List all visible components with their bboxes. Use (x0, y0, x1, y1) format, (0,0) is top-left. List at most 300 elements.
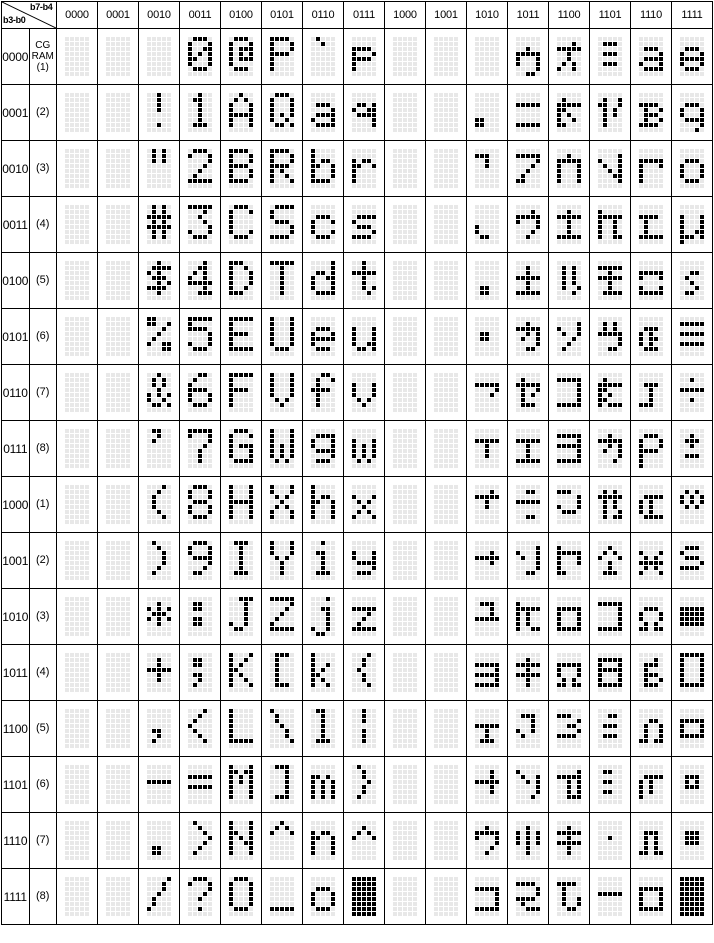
cgram-label-cell: (7) (29, 813, 57, 869)
glyph-cell-0111-1001 (344, 533, 385, 589)
glyph-cell-1111-0010 (672, 141, 713, 197)
glyph-cell-1000-0011 (385, 197, 426, 253)
glyph-bitmap (549, 477, 589, 532)
glyph-bitmap (467, 757, 507, 812)
glyph-cell-0011-0001 (180, 85, 221, 141)
row-header-0110: 0110 (2, 365, 30, 421)
glyph-bitmap (303, 141, 343, 196)
glyph-bitmap (631, 141, 671, 196)
glyph-bitmap (221, 421, 261, 476)
glyph-bitmap (508, 813, 548, 868)
row-header-1110: 1110 (2, 813, 30, 869)
glyph-bitmap (180, 589, 220, 644)
glyph-cell-1100-1110 (549, 813, 590, 869)
glyph-blank (385, 533, 425, 588)
glyph-cell-1101-1110 (590, 813, 631, 869)
column-header-0011: 0011 (180, 2, 221, 29)
glyph-cell-0001-0101 (98, 309, 139, 365)
axis-label-high-bits: b7-b4 (30, 2, 53, 12)
glyph-blank (426, 533, 466, 588)
glyph-blank (426, 421, 466, 476)
glyph-bitmap (467, 29, 507, 84)
glyph-bitmap (631, 365, 671, 420)
glyph-bitmap (467, 645, 507, 700)
glyph-cell-1000-0111 (385, 421, 426, 477)
glyph-bitmap (467, 533, 507, 588)
glyph-bitmap (303, 813, 343, 868)
glyph-bitmap (180, 533, 220, 588)
table-row (2, 29, 713, 85)
glyph-cell-1100-0101 (549, 309, 590, 365)
glyph-cell-0001-0001 (98, 85, 139, 141)
glyph-cell-1001-1100 (426, 701, 467, 757)
glyph-cell-0010-1110 (139, 813, 180, 869)
glyph-bitmap (262, 141, 302, 196)
glyph-bitmap (139, 253, 179, 308)
glyph-cell-1110-1010 (631, 589, 672, 645)
table-row (2, 813, 713, 869)
glyph-cell-1110-1100 (631, 701, 672, 757)
glyph-bitmap (590, 253, 630, 308)
glyph-bitmap (467, 477, 507, 532)
glyph-cell-1010-0010 (467, 141, 508, 197)
glyph-bitmap (549, 253, 589, 308)
table-row (2, 253, 713, 309)
table-header-row (2, 2, 713, 29)
cgram-label-line-2: RAM (31, 51, 54, 62)
glyph-blank (385, 141, 425, 196)
glyph-cell-1001-0010 (426, 141, 467, 197)
glyph-cell-0001-0110 (98, 365, 139, 421)
glyph-bitmap (590, 141, 630, 196)
glyph-cell-0010-0110 (139, 365, 180, 421)
glyph-cell-0111-1011 (344, 645, 385, 701)
glyph-bitmap (139, 309, 179, 364)
glyph-cell-0111-1100 (344, 701, 385, 757)
glyph-blank (426, 477, 466, 532)
glyph-bitmap (344, 869, 384, 924)
glyph-cell-1011-0010 (508, 141, 549, 197)
glyph-blank (98, 701, 138, 756)
glyph-bitmap (139, 645, 179, 700)
glyph-cell-1000-1001 (385, 533, 426, 589)
glyph-bitmap (508, 253, 548, 308)
glyph-cell-0100-0000 (221, 29, 262, 85)
glyph-bitmap (549, 701, 589, 756)
glyph-bitmap (180, 197, 220, 252)
column-header-0000: 0000 (57, 2, 98, 29)
glyph-cell-0001-1110 (98, 813, 139, 869)
glyph-cell-0100-0101 (221, 309, 262, 365)
table-row (2, 141, 713, 197)
table-row (2, 589, 713, 645)
glyph-cell-1111-0111 (672, 421, 713, 477)
glyph-cell-1010-1011 (467, 645, 508, 701)
glyph-cell-1101-1011 (590, 645, 631, 701)
glyph-cell-0001-0111 (98, 421, 139, 477)
glyph-cell-0110-0011 (303, 197, 344, 253)
glyph-cell-1011-1000 (508, 477, 549, 533)
glyph-bitmap (303, 309, 343, 364)
glyph-bitmap (139, 141, 179, 196)
glyph-cell-0011-1011 (180, 645, 221, 701)
glyph-bitmap (508, 85, 548, 140)
glyph-cell-0011-0110 (180, 365, 221, 421)
table-row (2, 197, 713, 253)
glyph-blank (57, 757, 97, 812)
glyph-cell-1011-0000 (508, 29, 549, 85)
glyph-cell-0011-0101 (180, 309, 221, 365)
glyph-bitmap (508, 477, 548, 532)
glyph-cell-0110-0101 (303, 309, 344, 365)
glyph-bitmap (139, 813, 179, 868)
glyph-bitmap (344, 253, 384, 308)
glyph-cell-1011-1011 (508, 645, 549, 701)
glyph-cell-1101-0011 (590, 197, 631, 253)
glyph-cell-1101-0100 (590, 253, 631, 309)
glyph-cell-0100-1111 (221, 869, 262, 925)
glyph-blank (57, 197, 97, 252)
column-header-1000: 1000 (385, 2, 426, 29)
glyph-cell-1000-1010 (385, 589, 426, 645)
cgram-label-cell: (6) (29, 309, 57, 365)
glyph-blank (98, 869, 138, 924)
table-row (2, 85, 713, 141)
glyph-bitmap (221, 645, 261, 700)
cgram-label-cell: (2) (29, 85, 57, 141)
glyph-bitmap (344, 477, 384, 532)
column-header-1010: 1010 (467, 2, 508, 29)
glyph-cell-1011-0110 (508, 365, 549, 421)
glyph-bitmap (344, 365, 384, 420)
glyph-bitmap (549, 645, 589, 700)
glyph-bitmap (139, 85, 179, 140)
glyph-cell-0101-1111 (262, 869, 303, 925)
glyph-cell-1010-0011 (467, 197, 508, 253)
glyph-bitmap (180, 645, 220, 700)
glyph-bitmap (221, 533, 261, 588)
glyph-bitmap (672, 589, 712, 644)
glyph-blank (98, 197, 138, 252)
glyph-blank (57, 645, 97, 700)
glyph-bitmap (221, 813, 261, 868)
glyph-bitmap (303, 589, 343, 644)
glyph-bitmap (221, 365, 261, 420)
glyph-bitmap (590, 645, 630, 700)
glyph-cell-1001-0111 (426, 421, 467, 477)
glyph-bitmap (221, 253, 261, 308)
glyph-cell-1101-1000 (590, 477, 631, 533)
glyph-bitmap (549, 29, 589, 84)
glyph-cell-1010-0001 (467, 85, 508, 141)
glyph-cell-1111-0000 (672, 29, 713, 85)
glyph-cell-1000-1101 (385, 757, 426, 813)
glyph-bitmap (549, 757, 589, 812)
glyph-blank (385, 253, 425, 308)
glyph-bitmap (262, 253, 302, 308)
glyph-cell-1100-0111 (549, 421, 590, 477)
glyph-bitmap (631, 757, 671, 812)
glyph-cell-1101-0010 (590, 141, 631, 197)
glyph-bitmap (549, 813, 589, 868)
glyph-cell-0000-1110 (57, 813, 98, 869)
glyph-bitmap (303, 757, 343, 812)
glyph-bitmap (344, 757, 384, 812)
table-row (2, 533, 713, 589)
glyph-bitmap (180, 141, 220, 196)
glyph-blank (426, 589, 466, 644)
glyph-blank (385, 29, 425, 84)
glyph-cell-0011-0010 (180, 141, 221, 197)
row-header-0100: 0100 (2, 253, 30, 309)
glyph-bitmap (221, 869, 261, 924)
glyph-cell-0010-0000 (139, 29, 180, 85)
glyph-bitmap (180, 421, 220, 476)
column-header-0100: 0100 (221, 2, 262, 29)
glyph-bitmap (221, 701, 261, 756)
axis-label-low-bits: b3-b0 (3, 15, 26, 25)
glyph-bitmap (508, 869, 548, 924)
glyph-bitmap (549, 85, 589, 140)
glyph-cell-1101-0001 (590, 85, 631, 141)
glyph-bitmap (262, 85, 302, 140)
glyph-bitmap (262, 477, 302, 532)
glyph-blank (98, 365, 138, 420)
glyph-cell-1110-1101 (631, 757, 672, 813)
glyph-blank (426, 197, 466, 252)
glyph-cell-1011-0001 (508, 85, 549, 141)
glyph-bitmap (549, 869, 589, 924)
glyph-bitmap (344, 701, 384, 756)
glyph-cell-0101-1110 (262, 813, 303, 869)
cgram-label-cell: (2) (29, 533, 57, 589)
glyph-blank (426, 29, 466, 84)
glyph-cell-1100-0010 (549, 141, 590, 197)
glyph-bitmap (180, 253, 220, 308)
glyph-cell-1001-1111 (426, 869, 467, 925)
glyph-cell-1000-1011 (385, 645, 426, 701)
glyph-blank (426, 309, 466, 364)
row-header-1010: 1010 (2, 589, 30, 645)
cgram-label-cell: (3) (29, 141, 57, 197)
glyph-cell-0000-0110 (57, 365, 98, 421)
glyph-cell-1001-1110 (426, 813, 467, 869)
glyph-bitmap (221, 309, 261, 364)
glyph-cell-0011-1110 (180, 813, 221, 869)
glyph-cell-0110-0010 (303, 141, 344, 197)
glyph-cell-0001-0100 (98, 253, 139, 309)
glyph-blank (385, 869, 425, 924)
glyph-blank (57, 421, 97, 476)
glyph-bitmap (672, 29, 712, 84)
row-header-0011: 0011 (2, 197, 30, 253)
glyph-cell-1001-0101 (426, 309, 467, 365)
glyph-bitmap (344, 589, 384, 644)
cgram-label-cell: (8) (29, 421, 57, 477)
glyph-bitmap (344, 309, 384, 364)
glyph-bitmap (262, 309, 302, 364)
glyph-cell-1110-0110 (631, 365, 672, 421)
row-header-1101: 1101 (2, 757, 30, 813)
row-header-1001: 1001 (2, 533, 30, 589)
glyph-bitmap (631, 197, 671, 252)
glyph-bitmap (508, 589, 548, 644)
glyph-blank (57, 309, 97, 364)
glyph-blank (426, 701, 466, 756)
glyph-cell-0100-1010 (221, 589, 262, 645)
glyph-cell-0100-1011 (221, 645, 262, 701)
glyph-cell-1000-1111 (385, 869, 426, 925)
glyph-bitmap (139, 869, 179, 924)
glyph-cell-0111-0001 (344, 85, 385, 141)
glyph-cell-0111-0111 (344, 421, 385, 477)
glyph-blank (385, 365, 425, 420)
cgram-label-cell: (5) (29, 253, 57, 309)
glyph-cell-0001-1101 (98, 757, 139, 813)
glyph-blank (385, 421, 425, 476)
glyph-cell-1000-0100 (385, 253, 426, 309)
cgram-label-cell: (1) (29, 477, 57, 533)
glyph-cell-1101-0000 (590, 29, 631, 85)
glyph-bitmap (508, 197, 548, 252)
glyph-cell-1011-1100 (508, 701, 549, 757)
glyph-cell-1100-0100 (549, 253, 590, 309)
glyph-cell-1001-1011 (426, 645, 467, 701)
glyph-cell-1110-0100 (631, 253, 672, 309)
glyph-bitmap (631, 869, 671, 924)
glyph-bitmap (303, 869, 343, 924)
cgram-label-cell: (8) (29, 869, 57, 925)
glyph-cell-0110-0100 (303, 253, 344, 309)
glyph-blank (426, 645, 466, 700)
glyph-bitmap (139, 589, 179, 644)
glyph-cell-1100-1011 (549, 645, 590, 701)
glyph-blank (385, 197, 425, 252)
glyph-cell-1011-0111 (508, 421, 549, 477)
glyph-cell-0110-1100 (303, 701, 344, 757)
glyph-cell-0101-1101 (262, 757, 303, 813)
glyph-cell-1010-0100 (467, 253, 508, 309)
glyph-blank (426, 869, 466, 924)
glyph-cell-0000-0010 (57, 141, 98, 197)
glyph-cell-1011-1111 (508, 869, 549, 925)
glyph-cell-0100-0110 (221, 365, 262, 421)
glyph-bitmap (590, 701, 630, 756)
glyph-blank (385, 85, 425, 140)
glyph-bitmap (549, 533, 589, 588)
glyph-blank (98, 309, 138, 364)
glyph-bitmap (180, 29, 220, 84)
glyph-cell-1011-0101 (508, 309, 549, 365)
glyph-cell-0111-0100 (344, 253, 385, 309)
glyph-cell-1010-0111 (467, 421, 508, 477)
glyph-cell-1010-1101 (467, 757, 508, 813)
glyph-cell-1000-0001 (385, 85, 426, 141)
glyph-bitmap (139, 365, 179, 420)
glyph-bitmap (672, 813, 712, 868)
glyph-cell-1011-1101 (508, 757, 549, 813)
glyph-bitmap (467, 197, 507, 252)
glyph-cell-0101-0100 (262, 253, 303, 309)
glyph-cell-0011-1001 (180, 533, 221, 589)
column-header-1011: 1011 (508, 2, 549, 29)
glyph-cell-1100-1111 (549, 869, 590, 925)
glyph-cell-1110-0101 (631, 309, 672, 365)
glyph-cell-1110-0000 (631, 29, 672, 85)
glyph-bitmap (508, 309, 548, 364)
glyph-cell-0111-0010 (344, 141, 385, 197)
glyph-bitmap (262, 701, 302, 756)
glyph-bitmap (549, 141, 589, 196)
glyph-bitmap (508, 701, 548, 756)
glyph-cell-1011-0011 (508, 197, 549, 253)
glyph-bitmap (344, 197, 384, 252)
glyph-bitmap (139, 197, 179, 252)
table-row (2, 645, 713, 701)
glyph-cell-0110-0001 (303, 85, 344, 141)
glyph-blank (98, 757, 138, 812)
glyph-bitmap (590, 309, 630, 364)
row-header-1011: 1011 (2, 645, 30, 701)
glyph-cell-0011-0011 (180, 197, 221, 253)
glyph-cell-0000-1111 (57, 869, 98, 925)
glyph-cell-1101-0111 (590, 421, 631, 477)
glyph-cell-0000-0100 (57, 253, 98, 309)
glyph-cell-0001-1111 (98, 869, 139, 925)
glyph-bitmap (221, 477, 261, 532)
glyph-cell-0110-1000 (303, 477, 344, 533)
column-header-1001: 1001 (426, 2, 467, 29)
row-header-0010: 0010 (2, 141, 30, 197)
glyph-bitmap (139, 421, 179, 476)
glyph-bitmap (549, 421, 589, 476)
glyph-bitmap (139, 701, 179, 756)
table-row (2, 869, 713, 925)
glyph-bitmap (467, 869, 507, 924)
glyph-cell-0010-0011 (139, 197, 180, 253)
glyph-bitmap (180, 309, 220, 364)
glyph-cell-1001-1000 (426, 477, 467, 533)
glyph-cell-1010-0000 (467, 29, 508, 85)
glyph-bitmap (631, 29, 671, 84)
glyph-bitmap (631, 309, 671, 364)
glyph-cell-1110-1011 (631, 645, 672, 701)
glyph-cell-1010-1010 (467, 589, 508, 645)
glyph-cell-1000-1000 (385, 477, 426, 533)
glyph-cell-1000-0110 (385, 365, 426, 421)
glyph-cell-0101-0010 (262, 141, 303, 197)
glyph-cell-0010-0100 (139, 253, 180, 309)
glyph-cell-0110-0110 (303, 365, 344, 421)
glyph-cell-1101-1100 (590, 701, 631, 757)
glyph-bitmap (180, 813, 220, 868)
glyph-cell-1001-1101 (426, 757, 467, 813)
cgram-label-cell: (7) (29, 365, 57, 421)
glyph-cell-1110-0001 (631, 85, 672, 141)
glyph-bitmap (467, 309, 507, 364)
glyph-cell-0010-0001 (139, 85, 180, 141)
glyph-bitmap (631, 813, 671, 868)
glyph-bitmap (672, 645, 712, 700)
glyph-cell-0001-1001 (98, 533, 139, 589)
glyph-cell-0000-0101 (57, 309, 98, 365)
glyph-cell-1111-1001 (672, 533, 713, 589)
glyph-cell-1010-1000 (467, 477, 508, 533)
glyph-cell-1000-1110 (385, 813, 426, 869)
glyph-bitmap (590, 813, 630, 868)
glyph-blank (385, 645, 425, 700)
glyph-bitmap (672, 869, 712, 924)
